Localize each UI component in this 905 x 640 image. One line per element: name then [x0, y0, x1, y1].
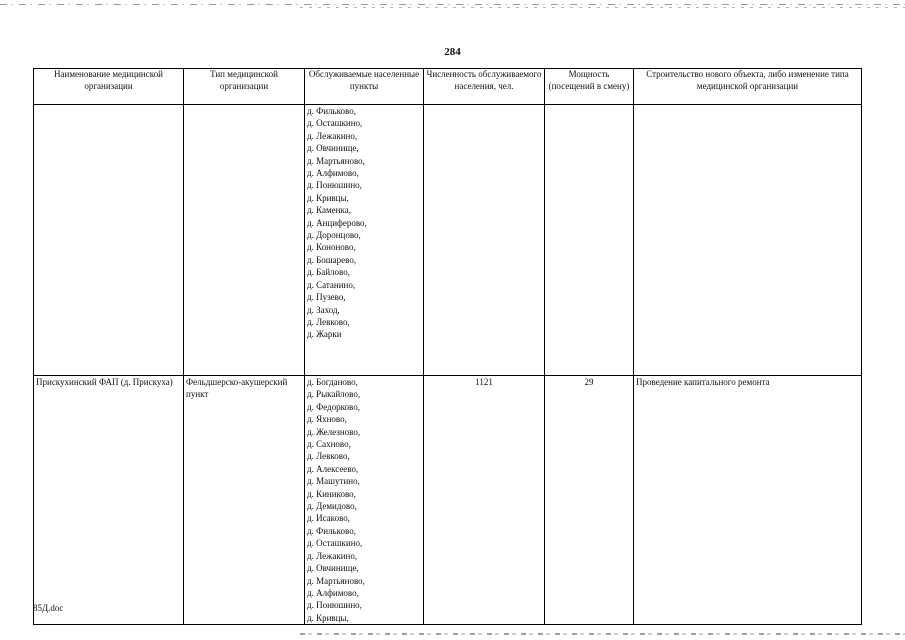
place-item: д. Сатанино,	[307, 279, 356, 290]
place-item: д. Киниково,	[307, 488, 356, 499]
place-item: д. Фильково,	[307, 525, 356, 536]
footer-filename: 85Д.doc	[33, 603, 64, 613]
place-item: д. Понюшино,	[307, 180, 362, 191]
place-item: д. Левково,	[307, 316, 350, 327]
place-item: д. Алексеево,	[307, 463, 359, 474]
place-item: д. Кононово,	[307, 242, 356, 253]
places-list	[307, 376, 421, 624]
cell-population: 1121	[424, 376, 545, 625]
cell-action: Проведение капитального ремонта	[634, 376, 862, 625]
place-item: д. Яхново,	[307, 414, 347, 425]
header-org-name: Наименование медицинской организации	[34, 69, 184, 105]
table-row	[34, 105, 862, 376]
cell-capacity: 29	[545, 376, 634, 625]
place-item: д. Железново,	[307, 426, 361, 437]
table-row	[34, 376, 862, 625]
place-item: д. Мартьяново,	[307, 575, 365, 586]
place-item: д. Жарки	[307, 329, 342, 340]
page-number: 284	[444, 46, 461, 58]
place-item: д. Исаково,	[307, 513, 351, 524]
place-item: д. Кривцы,	[307, 612, 349, 623]
cell-org-type	[184, 105, 305, 376]
place-item: д. Кривцы,	[307, 192, 349, 203]
place-item: д. Алфимово,	[307, 168, 359, 179]
cell-served-places	[305, 376, 424, 625]
places-list	[307, 105, 421, 341]
scan-artifact-bottom	[300, 633, 905, 635]
table-header-row	[34, 69, 862, 105]
place-item: д. Демидово,	[307, 501, 357, 512]
place-item: д. Фильково,	[307, 106, 356, 116]
cell-served-places	[305, 105, 424, 376]
place-item: д. Овчинище,	[307, 563, 359, 574]
header-population: Численность обслуживаемого населения, чел.	[424, 69, 545, 105]
header-org-type: Тип медицинской организации	[184, 69, 305, 105]
cell-population	[424, 105, 545, 376]
cell-org-name	[34, 105, 184, 376]
place-item: д. Осташкино,	[307, 538, 363, 549]
place-item: д. Понюшино,	[307, 600, 362, 611]
header-capacity: Мощность (посещений в смену)	[545, 69, 634, 105]
place-item: д. Доронцово,	[307, 230, 361, 241]
place-item: д. Анциферово,	[307, 217, 367, 228]
place-item: д. Пузево,	[307, 292, 346, 303]
place-item: д. Байлово,	[307, 267, 350, 278]
place-item: д. Лежакино,	[307, 550, 358, 561]
place-item: д. Бошарево,	[307, 254, 357, 265]
place-item: д. Каменка,	[307, 205, 351, 216]
scan-artifact-top	[0, 4, 905, 5]
place-item: д. Овчинище,	[307, 143, 359, 154]
cell-org-type: Фельдшерско-акушерский пункт	[184, 376, 305, 625]
place-item: д. Лежакино,	[307, 130, 358, 141]
place-item: д. Осташкино,	[307, 118, 363, 129]
place-item: д. Богданово,	[307, 377, 358, 387]
place-item: д. Машутино,	[307, 476, 360, 487]
place-item: д. Сахново,	[307, 439, 351, 450]
place-item: д. Мартьяново,	[307, 155, 365, 166]
header-served-places: Обслуживаемые населенные пункты	[305, 69, 424, 105]
scan-artifact-top-secondary	[300, 7, 905, 8]
place-item: д. Заход,	[307, 304, 340, 315]
facilities-table	[33, 68, 862, 625]
header-construction-change: Строительство нового объекта, либо изменение типа медицинской организации	[634, 69, 862, 105]
cell-org-name: Прискухинский ФАП (д. Прискуха)	[34, 376, 184, 625]
cell-action	[634, 105, 862, 376]
place-item: д. Левково,	[307, 451, 350, 462]
cell-capacity	[545, 105, 634, 376]
place-item: д. Рыкайлово,	[307, 389, 361, 400]
place-item: д. Федорково,	[307, 401, 360, 412]
place-item: д. Алфимово,	[307, 587, 359, 598]
